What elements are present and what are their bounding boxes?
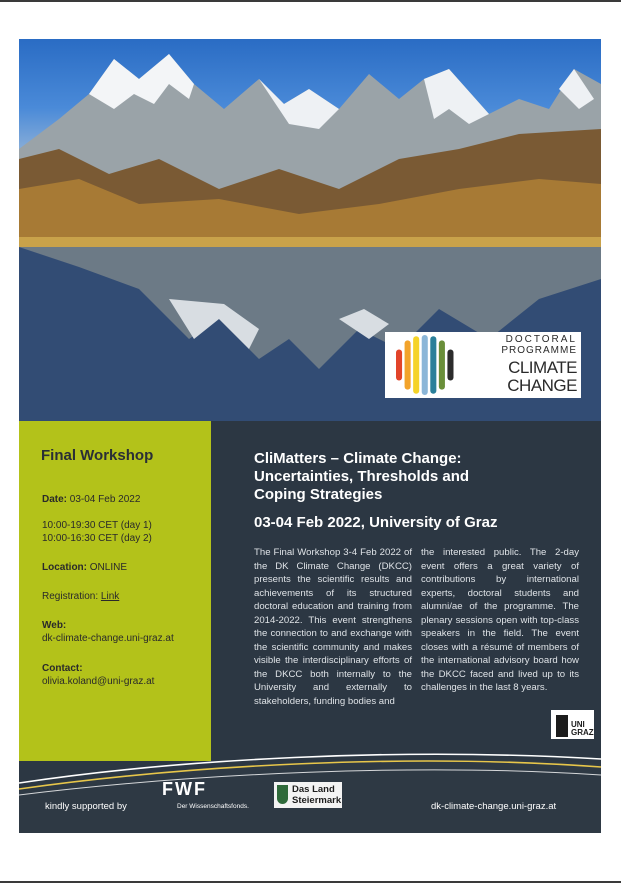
uni-logo-text-1: UNI (571, 720, 585, 729)
location-value: ONLINE (89, 562, 128, 573)
logo-stripe (413, 336, 419, 393)
logo-stripe (430, 336, 436, 393)
title-line-3: Coping Strategies (254, 486, 383, 503)
mountain-lake-photo (19, 39, 601, 421)
logo-stripe (439, 340, 445, 389)
registration-label: Registration: (42, 591, 99, 602)
web-label: Web: (42, 620, 67, 631)
steiermark-line-1: Das Land (292, 784, 335, 795)
doctoral-programme-logo (385, 332, 581, 398)
workshop-title (254, 450, 594, 504)
logo-text-doctoral: DOCTORAL (505, 334, 577, 345)
steiermark-line-2: Steiermark (292, 795, 342, 806)
sidebar-heading: Final Workshop (41, 447, 154, 464)
logo-text-change: CHANGE (507, 376, 577, 395)
fwf-logo: FWF (162, 779, 207, 799)
location-label: Location: (42, 562, 87, 573)
fwf-subtitle: Der Wissenschaftsfonds. (177, 803, 249, 810)
logo-text-programme: PROGRAMME (501, 345, 577, 356)
location-line (42, 562, 127, 574)
logo-stripe (447, 350, 453, 381)
contact-label: Contact: (42, 663, 83, 674)
date-value: 03-04 Feb 2022 (69, 494, 141, 505)
contact-email[interactable]: olivia.koland@uni-graz.at (42, 676, 155, 687)
logo-stripe (422, 335, 428, 395)
date-line (42, 494, 140, 506)
steiermark-crest-icon (277, 785, 288, 804)
logo-text-climate: CLIMATE (508, 358, 577, 377)
web-value[interactable]: dk-climate-change.uni-graz.at (42, 633, 174, 644)
time-day1: 10:00-19:30 CET (day 1) (42, 520, 152, 531)
date-venue-heading: 03-04 Feb 2022, University of Graz (254, 514, 498, 531)
uni-logo-text-2: GRAZ (571, 728, 594, 737)
date-label: Date: (42, 494, 68, 505)
registration-line (42, 591, 119, 603)
top-border-line (0, 0, 621, 2)
body-text-column-2: the interested public. The 2-day event offers a great variety of contributions by international experts, doctoral students and alumni/ae of the programme. The plenary sessions open with top-class speakers in the field. The event closes with a résumé of members of the international advisory board how the DKCC faced and lived up to its challenges in the last 8 years. (421, 547, 579, 693)
info-sidebar (19, 421, 211, 761)
time-day2: 10:00-16:30 CET (day 2) (42, 533, 152, 544)
description-panel (211, 421, 601, 761)
workshop-flyer (19, 39, 601, 833)
logo-stripe (396, 350, 402, 381)
title-line-1: CliMatters – Climate Change: (254, 450, 462, 467)
steiermark-logo (274, 782, 342, 808)
logo-stripe (405, 340, 411, 389)
body-text-column-1: The Final Workshop 3-4 Feb 2022 of the DK Climate Change (DKCC) presents the scientific results and achievements of its structured doctoral education and training from 2014-2022. This event strengthens the connection to and exchange with the scientific community and makes visible the interdisciplinary efforts of the DKCC both internally to the University and externally to stakeholders, funding bodies and (254, 547, 412, 707)
uni-logo-text (571, 721, 594, 737)
footer-web-address[interactable]: dk-climate-change.uni-graz.at (431, 801, 557, 812)
supported-by-text: kindly supported by (45, 801, 127, 812)
title-line-2: Uncertainties, Thresholds and (254, 468, 470, 485)
uni-logo-block (556, 715, 568, 737)
registration-link[interactable]: Link (100, 591, 120, 602)
